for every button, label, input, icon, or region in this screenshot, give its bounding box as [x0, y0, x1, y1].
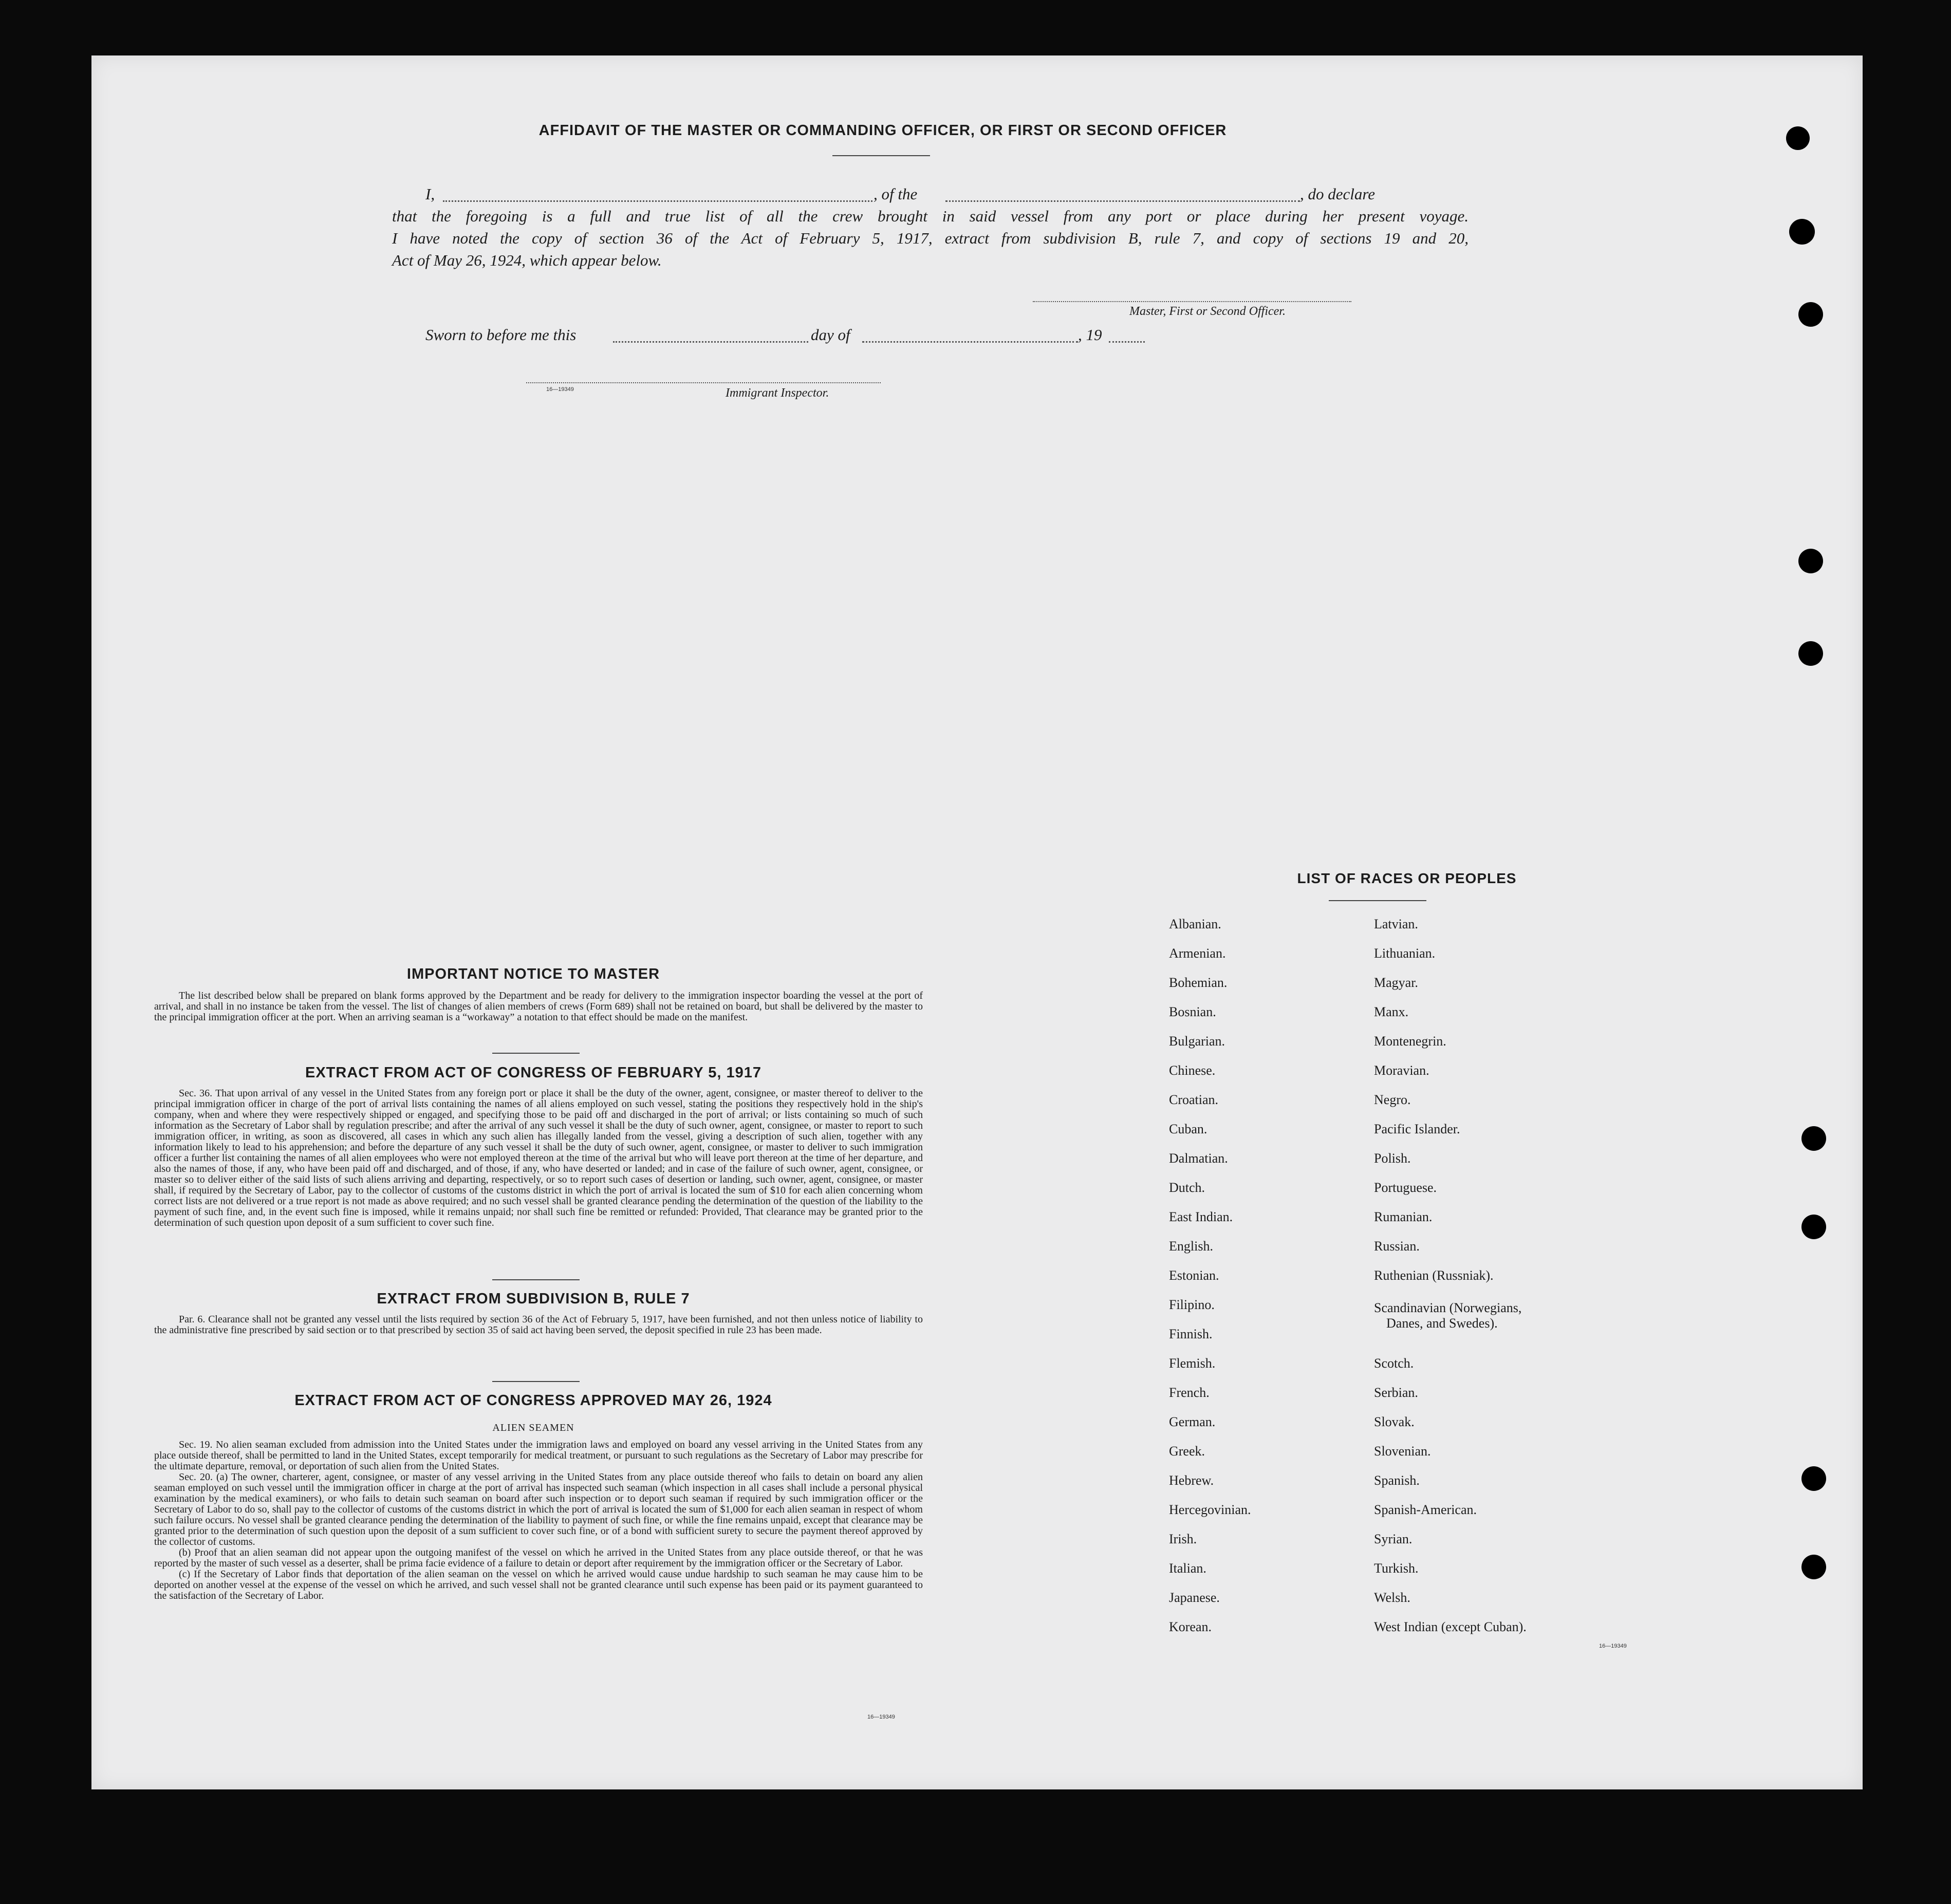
race-item: Bulgarian. [1169, 1034, 1225, 1049]
form-number: 16—19349 [1599, 1643, 1627, 1649]
races-title: LIST OF RACES OR PEOPLES [1297, 870, 1517, 886]
race-item: Hercegovinian. [1169, 1502, 1251, 1517]
punch-hole [1801, 1215, 1826, 1239]
punch-hole [1798, 549, 1823, 573]
race-item: Slovak. [1374, 1414, 1415, 1429]
race-item: Japanese. [1169, 1590, 1220, 1605]
sec19-text: Sec. 19. No alien seaman excluded from admission into the United States under the immigration laws and employed on board any vessel arriving in the United States from any place outside thereof, shall be permitted to land in the United States, except temporarily for medical treatment, or pursuant to such regulations as the Secretary of Labor may prescribe for the ultimate departure, removal, or deportation of such alien from the United States. [154, 1439, 923, 1472]
sec20b-text: (b) Proof that an alien seaman did not appear upon the outgoing manifest of the vessel on which he arrived in the United States from any place outside thereof, or that he was reported by the master of such vessel as a deserter, shall be prima facie evidence of a failure to detain or deport after requirement by the immigration officer or the Secretary of Labor. [154, 1547, 923, 1569]
punch-hole [1801, 1555, 1826, 1579]
race-item: West Indian (except Cuban). [1374, 1619, 1527, 1634]
race-item: Dalmatian. [1169, 1151, 1228, 1166]
sworn-day-field[interactable] [613, 341, 808, 343]
notice-text-block [154, 991, 923, 1023]
race-item: Rumanian. [1374, 1209, 1433, 1224]
form-number: 16—19349 [546, 386, 574, 393]
race-item: Hebrew. [1169, 1473, 1214, 1488]
form-sheet [91, 55, 1863, 1789]
race-item: Pacific Islander. [1374, 1122, 1460, 1136]
extract-1924-title: EXTRACT FROM ACT OF CONGRESS APPROVED MAY 26, 1924 [294, 1392, 772, 1409]
race-item: Estonian. [1169, 1268, 1219, 1283]
inspector-signature-label: Immigrant Inspector. [726, 386, 829, 400]
race-item: French. [1169, 1385, 1210, 1400]
race-item: Welsh. [1374, 1590, 1410, 1605]
affidavit-i-label: I, [425, 185, 435, 203]
race-item: Cuban. [1169, 1122, 1207, 1136]
punch-hole [1801, 1466, 1826, 1491]
vessel-name-field[interactable] [945, 200, 1300, 202]
extract-rule7-title: EXTRACT FROM SUBDIVISION B, RULE 7 [377, 1291, 690, 1307]
race-item: Flemish. [1169, 1356, 1216, 1371]
sworn-month-field[interactable] [862, 341, 1078, 343]
punch-hole [1798, 641, 1823, 666]
divider [492, 1279, 580, 1280]
affidavit-line1 [425, 185, 1469, 206]
race-item: Greek. [1169, 1444, 1205, 1459]
notice-text: The list described below shall be prepared on blank forms approved by the Department and be ready for delivery to the immigration inspector boarding the vessel at the port of arrival, and shall in no instance be taken from the vessel. The list of changes of alien members of crews (Form 689) shall not be retained on board, but shall be delivered by the master to the principal immigration officer at the port. When an arriving seaman is a “workaway” a notation to that effect should be made on the manifest. [154, 990, 923, 1023]
affidavit-line3: I have noted the copy of section 36 of the Act of February 5, 1917, extract from subdivision B, rule 7, and copy of sections 19 and 20, [392, 229, 1469, 247]
extract-1917-title: EXTRACT FROM ACT OF CONGRESS OF FEBRUARY 5, 1917 [305, 1065, 762, 1081]
race-item: Serbian. [1374, 1385, 1418, 1400]
notice-title: IMPORTANT NOTICE TO MASTER [406, 966, 660, 982]
sworn-line [425, 326, 1248, 346]
race-item: Negro. [1374, 1092, 1411, 1107]
race-item: Scandinavian (Norwegians, [1374, 1300, 1522, 1315]
extract-1917-block [154, 1088, 923, 1228]
race-item: Scotch. [1374, 1356, 1414, 1371]
extract-rule7-text: Par. 6. Clearance shall not be granted any vessel until the lists required by section 36 of the Act of February 5, 1917, have been furnished, and not then unless notice of liability to the administrative fine prescribed by said section or to that prescribed by section 35 of said act having been served, the deposit specified in rule 23 has been made. [154, 1314, 923, 1336]
sworn-year-field[interactable] [1109, 341, 1145, 343]
race-item: Spanish. [1374, 1473, 1420, 1488]
sec20a-text: Sec. 20. (a) The owner, charterer, agent, consignee, or master of any vessel arriving in the United States from any place outside thereof who fails to detain on board any alien seaman employed on such vessel until the immigration officer in charge at the port of arrival has inspected such seaman (which inspection in all cases shall include a personal physical examination by the medical examiners), or who fails to detain such seaman on board after such inspection or to deport such seaman if required by such immigration officer or the Secretary of Labor to do so, shall pay to the collector of customs of the customs district in which the port of arrival is located the sum of $1,000 for each alien seaman in respect of whom such failure occurs. No vessel shall be granted clearance pending the determination of the liability to payment of such fine, or while the fine remains unpaid, except that clearance may be granted prior to the determination of such question upon the deposit of a sum sufficient to cover such fine, or of a bond with sufficient surety to secure the payment thereof approved by the collector of customs. [154, 1471, 923, 1547]
race-item: Bosnian. [1169, 1004, 1216, 1019]
race-item: Ruthenian (Russniak). [1374, 1268, 1494, 1283]
race-item: Polish. [1374, 1151, 1411, 1166]
master-signature-line[interactable] [1033, 301, 1351, 302]
punch-hole [1786, 126, 1810, 150]
inspector-signature-line[interactable] [526, 382, 881, 383]
race-item: Magyar. [1374, 975, 1418, 990]
race-item: Finnish. [1169, 1327, 1213, 1341]
race-item: Korean. [1169, 1619, 1212, 1634]
form-number: 16—19349 [867, 1714, 895, 1720]
race-item: Dutch. [1169, 1180, 1205, 1195]
affidavit-line2: that the foregoing is a full and true list of all the crew brought in said vessel from any port or place during her present voyage. [392, 207, 1469, 225]
race-item: Bohemian. [1169, 975, 1228, 990]
affidavit-do-declare: , do declare [1300, 185, 1376, 203]
race-item: Danes, and Swedes). [1386, 1316, 1498, 1331]
race-item: Irish. [1169, 1532, 1197, 1546]
affidavit-title: AFFIDAVIT OF THE MASTER OR COMMANDING OFFICER, OR FIRST OR SECOND OFFICER [538, 122, 1227, 139]
race-item: Lithuanian. [1374, 946, 1436, 961]
race-item: Montenegrin. [1374, 1034, 1446, 1049]
race-item: Latvian. [1374, 917, 1418, 931]
race-item: Armenian. [1169, 946, 1226, 961]
race-item: Slovenian. [1374, 1444, 1431, 1459]
punch-hole [1798, 302, 1823, 327]
race-item: English. [1169, 1239, 1213, 1254]
race-item: Russian. [1374, 1239, 1420, 1254]
extract-rule7-block [154, 1314, 923, 1336]
races-title-underline [1329, 900, 1426, 901]
year-prefix-label: , 19 [1078, 326, 1102, 344]
race-item: Chinese. [1169, 1063, 1216, 1078]
affidavit-of-the: , of the [874, 185, 918, 203]
sec20c-text: (c) If the Secretary of Labor finds that deportation of the alien seaman on the vessel on which he arrived would cause undue hardship to such seaman he may cause him to be deported on another vessel at the expense of the vessel on which he arrived, and such vessel shall not be granted clearance until such expense has been paid or its payment guaranteed to the satisfaction of the Secretary of Labor. [154, 1569, 923, 1601]
sworn-label: Sworn to before me this [425, 326, 577, 344]
alien-seamen-subtitle: ALIEN SEAMEN [492, 1422, 574, 1433]
race-item: Turkish. [1374, 1561, 1419, 1576]
race-item: Spanish-American. [1374, 1502, 1477, 1517]
punch-hole [1789, 219, 1815, 245]
race-item: Croatian. [1169, 1092, 1219, 1107]
extract-1917-text: Sec. 36. That upon arrival of any vessel in the United States from any foreign port or place it shall be the duty of the owner, agent, consignee, or master thereof to deliver to the principal immigration officer in charge of the port of arrival lists containing the names of all aliens employed on such vessel, stating the positions they respectively hold in the ship's company, when and where they were respectively shipped or engaged, and specifying those to be paid off and discharged in the port of arrival; or lists containing so much of such information as the Secretary of Labor shall by regulation prescribe; and after the arrival of any such vessel it shall be the duty of such owner, agent, consignee, or master to report to such immigration officer, in writing, as soon as discovered, all cases in which any such alien has illegally landed from the vessel, giving a description of such alien, together with any information likely to lead to his apprehension; and before the departure of any such vessel it shall be the duty of such owner, agent, consignee, or master to deliver to such immigration officer a further list containing the names of all alien employees who were not employed thereon at the time of the arrival but who will leave port thereon at the time of her departure, and also the names of those, if any, who have been paid off and discharged, and of those, if any, who have deserted or landed; and in case of the failure of such owner, agent, consignee, or master so to deliver either of the said lists of such aliens arriving and departing, respectively, or so to report such cases of desertion or landing, such owner, agent, consignee, or master shall, if required by the Secretary of Labor, pay to the collector of customs of the customs district in which the port of arrival is located the sum of $10 for each alien concerning whom correct lists are not delivered or a true report is not made as above required; and no such vessel shall be granted clearance pending the determination of the question of the liability to the payment of such fine, and, in the event such fine is imposed, while it remains unpaid; nor shall such fine be remitted or refunded: Provided, That clearance may be granted prior to the determination of such question upon deposit of a sum sufficient to cover such fine. [154, 1088, 923, 1228]
race-item: East Indian. [1169, 1209, 1233, 1224]
punch-hole [1801, 1126, 1826, 1151]
race-item: Italian. [1169, 1561, 1206, 1576]
master-name-field[interactable] [443, 200, 872, 202]
race-item: Moravian. [1374, 1063, 1429, 1078]
race-item: Albanian. [1169, 917, 1221, 931]
race-item: Filipino. [1169, 1297, 1215, 1312]
divider [492, 1381, 580, 1382]
race-item: Syrian. [1374, 1532, 1413, 1546]
title-underline [832, 155, 930, 156]
extract-1924-block [154, 1440, 923, 1601]
race-item: Portuguese. [1374, 1180, 1437, 1195]
affidavit-line4: Act of May 26, 1924, which appear below. [392, 251, 662, 269]
day-of-label: day of [811, 326, 850, 344]
divider [492, 1053, 580, 1054]
race-item: German. [1169, 1414, 1216, 1429]
race-item: Manx. [1374, 1004, 1409, 1019]
master-signature-label: Master, First or Second Officer. [1129, 305, 1286, 318]
